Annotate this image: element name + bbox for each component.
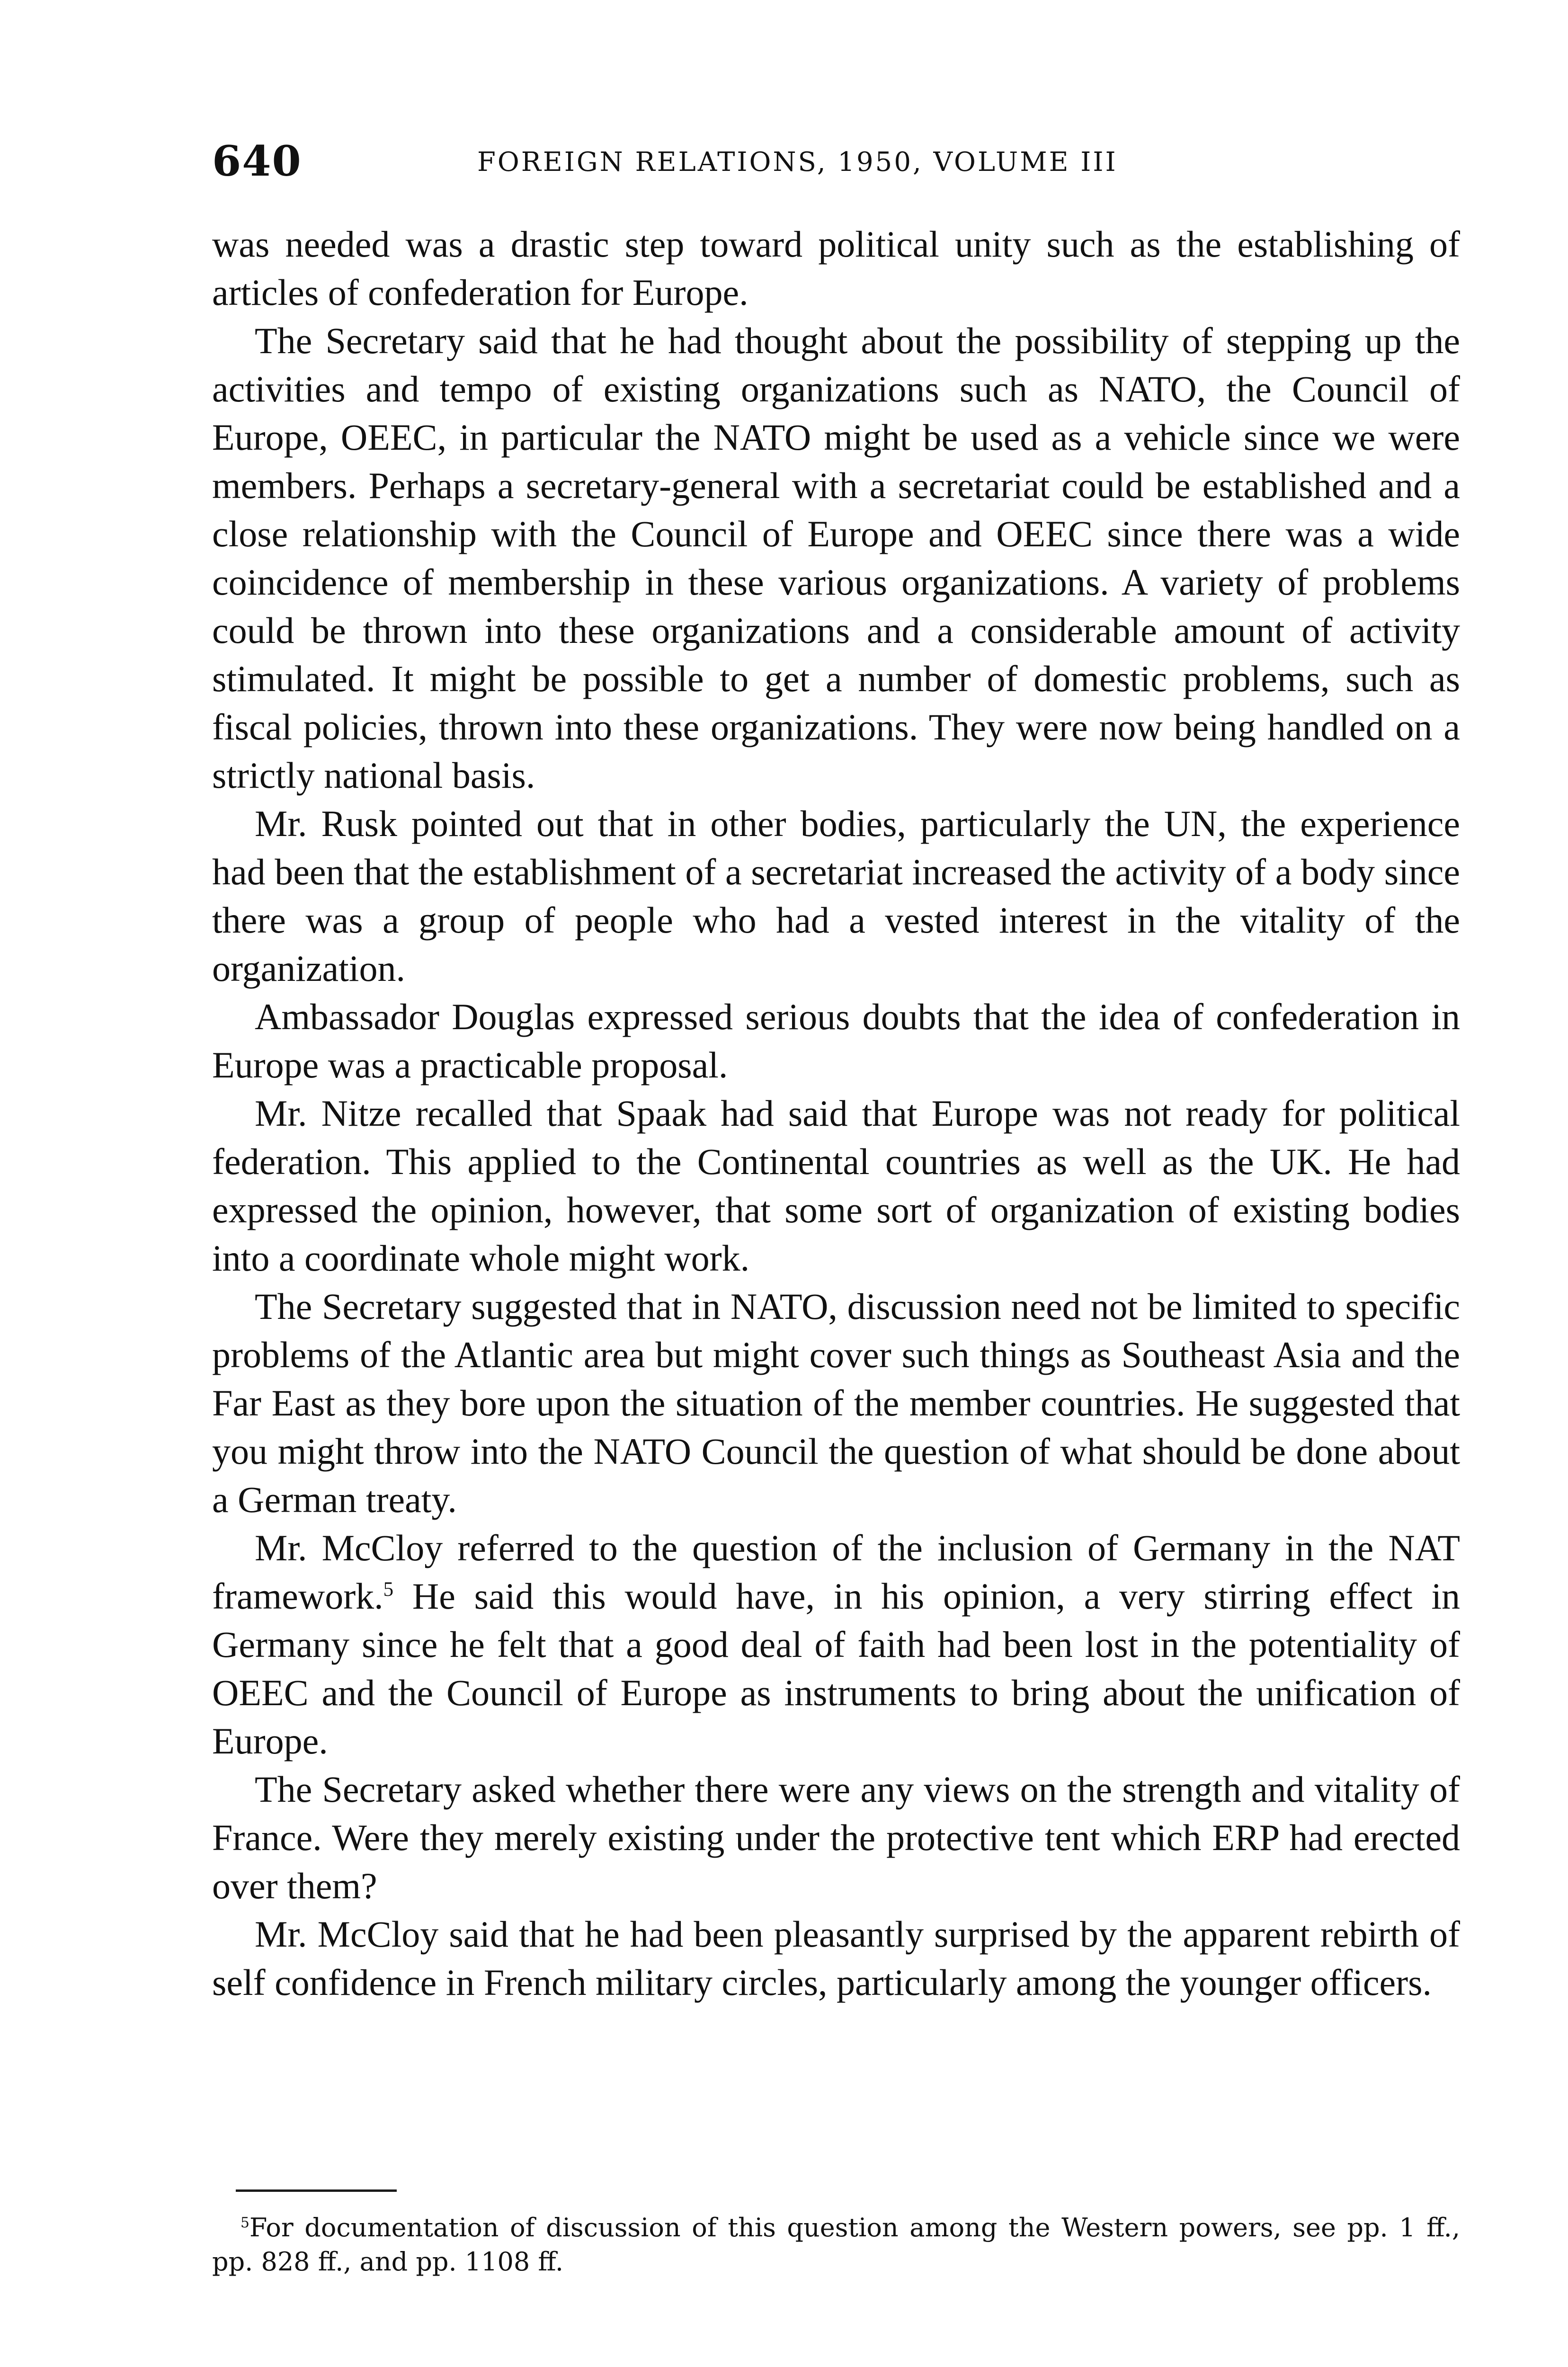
footnote-divider <box>236 2189 397 2192</box>
paragraph: Mr. McCloy said that he had been pleasantly surprised by the apparent rebirth of self confidence in French military circles, particularly among the younger officers. <box>212 1913 1460 2003</box>
footnote <box>212 2211 1460 2279</box>
page-header <box>212 128 1460 199</box>
page-number: 640 <box>212 136 302 186</box>
running-head: FOREIGN RELATIONS, 1950, VOLUME III <box>477 147 1118 178</box>
page-content <box>212 128 1460 2277</box>
paragraph-text: He said this would have, in his opinion, a very stirring effect in Germany since he felt that a good deal of faith had been lost in the potentiality of OEEC and the Council of Europe as instruments to bring about the unification of Europe. <box>212 1575 1460 1762</box>
footnote-marker: 5 <box>241 2215 249 2231</box>
paragraph <box>212 1524 1460 1765</box>
paragraph: The Secretary suggested that in NATO, discussion need not be limited to specific problems of the Atlantic area but might cover such things as Southeast Asia and the Far East as they bore upon the situation of the member countries. He suggested that you might throw into the NATO Council the question of what should be done about a German treaty. <box>212 1286 1460 1520</box>
paragraph-text: Mr. McCloy referred to the question of the inclusion of Germany in the NAT framework. <box>212 1527 1460 1617</box>
paragraph: The Secretary asked whether there were any views on the strength and vitality of France. Were they merely existing under the protective tent which ERP had erected over them? <box>212 1769 1460 1906</box>
footnote-paragraph <box>212 2211 1460 2279</box>
body-text <box>212 220 1460 2007</box>
footnote-reference: 5 <box>383 1578 394 1601</box>
paragraph: The Secretary said that he had thought about the possibility of stepping up the activities and tempo of existing organizations such as NATO, the Council of Europe, OEEC, in particular the NATO might be used as a vehicle since we were members. Perhaps a secretary-general with a secretariat could be established and a close relationship with the Council of Europe and OEEC since there was a wide coincidence of membership in these various organizations. A variety of problems could be thrown into these organizations and a considerable amount of activity stimulated. It might be possible to get a number of domestic problems, such as fiscal policies, thrown into these organizations. They were now being handled on a strictly national basis. <box>212 320 1460 796</box>
paragraph: Ambassador Douglas expressed serious doubts that the idea of confederation in Europe was a practicable proposal. <box>212 996 1460 1086</box>
paragraph: was needed was a drastic step toward political unity such as the establishing of articles of confederation for Europe. <box>212 223 1460 313</box>
footnote-text: For documentation of discussion of this question among the Western powers, see pp. 1 ff., pp. 828 ff., and pp. 1108 ff. <box>212 2213 1460 2277</box>
paragraph: Mr. Nitze recalled that Spaak had said that Europe was not ready for political federation. This applied to the Continental countries as well as the UK. He had expressed the opinion, however, that some sort of organization of existing bodies into a coordinate whole might work. <box>212 1093 1460 1279</box>
paragraph: Mr. Rusk pointed out that in other bodies, particularly the UN, the experience had been that the establishment of a secretariat increased the activity of a body since there was a group of people who had a vested interest in the vitality of the organization. <box>212 803 1460 989</box>
